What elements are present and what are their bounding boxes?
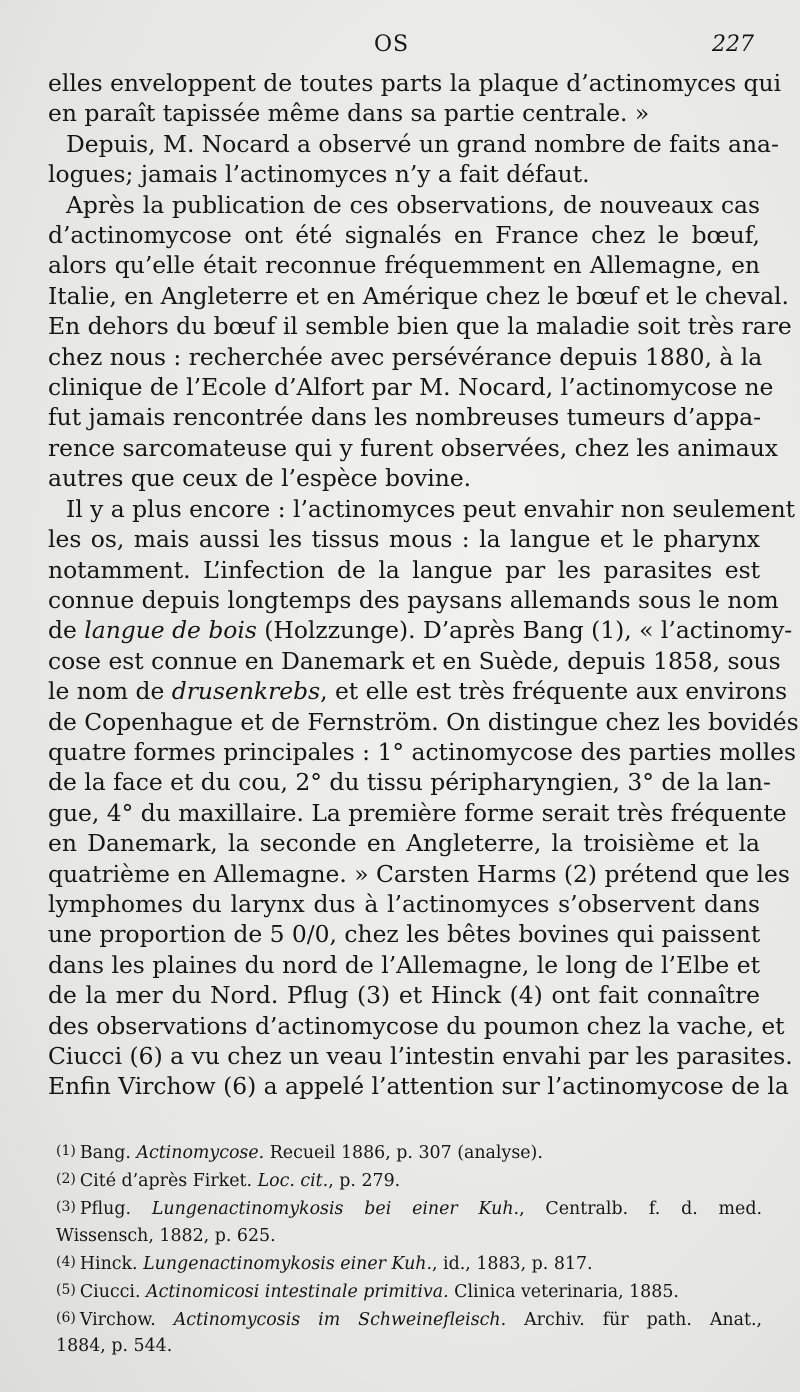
footnote-title: Actinomycose. [136, 1143, 265, 1163]
text-line: lymphomes du larynx dus à l’actinomyces s’observent dans [48, 889, 760, 918]
text-line: chez nous : recherchée avec persévérance depuis 1880, à la [48, 342, 763, 371]
text-line: clinique de l’Ecole d’Alfort par M. Nocard, l’actinomycose ne [48, 373, 774, 402]
text-line: de la face et du cou, 2° du tissu péripharyngien, 3° de la lan- [48, 768, 771, 797]
text-line [48, 615, 793, 645]
footnote-title: Lungenactinomykosis bei einer Kuh. [151, 1199, 520, 1220]
footnote-source: Archiv. für path. Anat., [506, 1310, 762, 1331]
text-line: Enfin Virchow (6) a appelé l’attention sur l’actinomycose de la [48, 1072, 789, 1101]
text-segment: de [48, 616, 85, 645]
italic-term: drusenkrebs [171, 677, 321, 706]
footnote [56, 1194, 762, 1222]
footnote-title: Lungenactinomykosis einer Kuh. [143, 1253, 432, 1274]
text-line: dans les plaines du nord de l’Allemagne, le long de l’Elbe et [48, 950, 760, 979]
text-line: quatre formes principales : 1° actinomycose des parties molles [48, 737, 797, 766]
footnote-source: Clinica veterinaria, 1885. [448, 1282, 679, 1303]
footnote [56, 1138, 762, 1166]
paragraph [48, 68, 782, 129]
text-line: alors qu’elle était reconnue fréquemment en Allemagne, en [48, 251, 760, 280]
text-line: connue depuis longtemps des paysans allemands sous le nom [48, 585, 779, 614]
body-text [48, 68, 799, 1102]
footnote-continuation: 1884, p. 544. [56, 1336, 173, 1357]
paragraph [48, 190, 792, 494]
text-line: gue, 4° du maxillaire. La première forme serait très fréquente [48, 798, 787, 827]
footnote-number: (4) [56, 1253, 76, 1270]
text-line: les os, mais aussi les tissus mous : la langue et le pharynx [48, 525, 760, 554]
footnote-title: Actinomycosis im Schweinefleisch. [173, 1310, 507, 1331]
italic-term: langue de bois [84, 616, 257, 645]
footnote-author: Bang. [79, 1143, 137, 1163]
text-line: en paraît tapissée même dans sa partie centrale. » [48, 99, 650, 128]
text-line: Il y a plus encore : l’actinomyces peut envahir non seulement [66, 494, 796, 523]
footnote-source: , p. 279. [328, 1171, 401, 1192]
text-line: notamment. L’infection de la langue par les parasites est [48, 555, 760, 584]
text-line: quatrième en Allemagne. » Carsten Harms (2) prétend que les [48, 859, 790, 888]
footnote-author: Cité d’après Firket. [79, 1171, 258, 1192]
text-line: en Danemark, la seconde en Angleterre, la troisième et la [48, 829, 760, 858]
text-segment: , et elle est très fréquente aux environs [320, 677, 788, 706]
footnote-author: Ciucci. [79, 1282, 147, 1303]
footnote-continuation: Wissensch, 1882, p. 625. [56, 1225, 276, 1246]
text-line: autres que ceux de l’espèce bovine. [48, 464, 472, 493]
running-head: OS [374, 32, 410, 57]
paragraph [48, 494, 799, 1102]
text-line: logues; jamais l’actinomyces n’y a fait défaut. [48, 160, 590, 189]
text-line: de Copenhague et de Fernström. On distingue chez les bovidés [48, 707, 799, 736]
footnote-source: , Centralb. f. d. med. [519, 1199, 763, 1220]
footnote-author: Virchow. [79, 1310, 174, 1331]
footnote-number: (6) [56, 1310, 76, 1327]
footnote [56, 1277, 762, 1305]
footnote-number: (3) [56, 1199, 76, 1216]
text-line: elles enveloppent de toutes parts la plaque d’actinomyces qui [48, 69, 782, 97]
text-line: fut jamais rencontrée dans les nombreuses tumeurs d’appa- [48, 403, 762, 432]
text-line: Depuis, M. Nocard a observé un grand nombre de faits ana- [66, 129, 779, 158]
footnote-source: Recueil 1886, p. 307 (analyse). [264, 1143, 543, 1163]
footnote [56, 1249, 762, 1277]
text-line: des observations d’actinomycose du poumon chez la vache, et [48, 1011, 785, 1040]
footnote-author: Hinck. [79, 1253, 144, 1274]
text-line: cose est connue en Danemark et en Suède, depuis 1858, sous [48, 646, 781, 675]
text-line: rence sarcomateuse qui y furent observées, chez les animaux [48, 433, 778, 462]
text-line: En dehors du bœuf il semble bien que la maladie soit très rare [48, 312, 792, 341]
text-line: une proportion de 5 0/0, chez les bêtes bovines qui paissent [48, 920, 761, 949]
footnote-source: , id., 1883, p. 817. [432, 1253, 593, 1274]
footnote-author: Pflug. [79, 1199, 152, 1220]
text-line: Après la publication de ces observations, de nouveaux cas [66, 190, 760, 219]
text-segment: (Holzzunge). D’après Bang (1), « l’actinomy- [256, 616, 793, 645]
footnote-number: (5) [56, 1282, 76, 1299]
footnote [56, 1166, 762, 1194]
footnote-number: (2) [56, 1171, 76, 1188]
footnote [56, 1305, 762, 1333]
text-segment: le nom de [48, 677, 172, 706]
text-line [48, 676, 788, 706]
text-line: d’actinomycose ont été signalés en France chez le bœuf, [48, 221, 760, 250]
page-header [0, 32, 800, 62]
footnotes [56, 1138, 762, 1360]
text-line: Ciucci (6) a vu chez un veau l’intestin envahi par les parasites. [48, 1042, 793, 1070]
text-line: Italie, en Angleterre et en Amérique chez le bœuf et le cheval. [48, 281, 789, 310]
footnote-title: Loc. cit. [257, 1171, 329, 1192]
footnote-title: Actinomicosi intestinale primitiva. [146, 1282, 449, 1303]
text-line: de la mer du Nord. Pflug (3) et Hinck (4) ont fait connaître [48, 981, 760, 1010]
footnote-number: (1) [56, 1143, 76, 1159]
page-number: 227 [712, 32, 754, 57]
paragraph [48, 129, 779, 190]
